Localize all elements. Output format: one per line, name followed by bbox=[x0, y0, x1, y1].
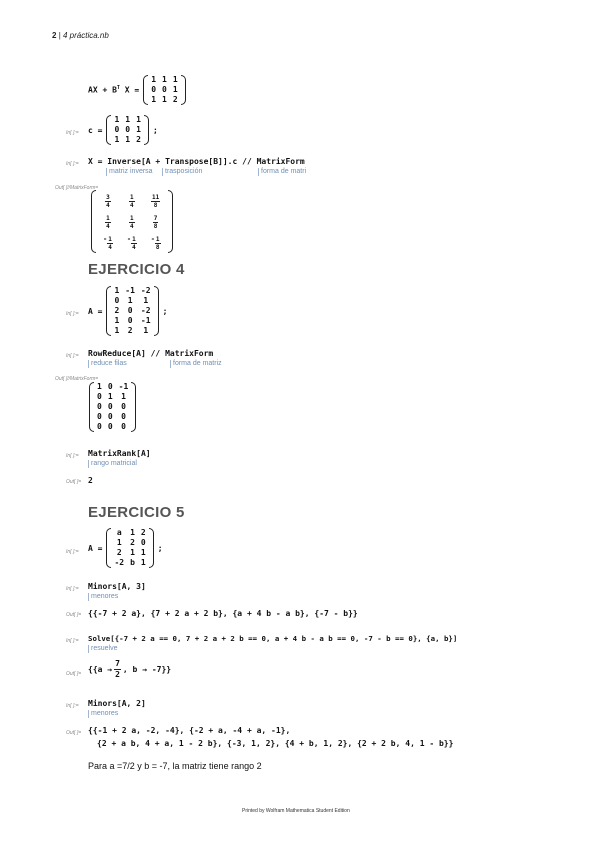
matrix-cell: 1 bbox=[140, 558, 146, 567]
footer-text: Printed by Wolfram Mathematica Student Edition bbox=[242, 808, 350, 814]
cell-a5[interactable] bbox=[88, 528, 163, 568]
matrix-cell: 1 bbox=[151, 75, 157, 84]
input-label: In[ ]:= bbox=[66, 453, 79, 459]
rref-matrix bbox=[89, 382, 136, 432]
matrix-cell: 0 bbox=[127, 316, 133, 325]
cell-a4[interactable] bbox=[88, 286, 167, 336]
minors2-result-line1: {{-1 + 2 a, -2, -4}, {-2 + a, -4 + a, -1}, bbox=[88, 726, 291, 735]
fraction-numerator: 1 bbox=[129, 194, 134, 201]
matrix-cell: 0 bbox=[140, 538, 146, 547]
matrix-row bbox=[94, 392, 131, 402]
cell-solve-code[interactable]: Solve[{-7 + 2 a == 0, 7 + 2 a + 2 b == 0, a + 4 b - a b == 0, -7 - b == 0}, {a, b}] bbox=[88, 634, 458, 643]
matrix-cell: 1 bbox=[114, 135, 120, 144]
matrix-cell: 0 bbox=[127, 306, 133, 315]
matrix-cell: 0 bbox=[114, 296, 120, 305]
output-label: Out[ ]= bbox=[66, 730, 82, 736]
matrix-cell: 2 bbox=[116, 548, 122, 557]
matrix-cell: 1 bbox=[162, 95, 167, 104]
a4-matrix bbox=[106, 286, 158, 336]
solve-result-post: , b → -7}} bbox=[122, 665, 172, 674]
hint-minors: menores bbox=[88, 593, 118, 601]
matrix-cell: -1 bbox=[118, 382, 129, 391]
output-matrixform-label: Out[ ]//MatrixForm= bbox=[55, 376, 99, 382]
matrix-cell: 0 bbox=[162, 85, 167, 94]
matrix-cell: 1 bbox=[130, 528, 135, 537]
minors3-result: {{-7 + 2 a}, {7 + 2 a + 2 b}, {a + 4 b - a b}, {-7 - b}} bbox=[88, 609, 358, 618]
output-label: Out[ ]= bbox=[66, 479, 82, 485]
matrix-cell: 0 bbox=[97, 392, 102, 401]
hint-rowreduce: reduce filas bbox=[88, 360, 127, 368]
fraction bbox=[151, 194, 160, 209]
minus-sign: - bbox=[103, 235, 108, 243]
cell-x-code[interactable]: X = Inverse[A + Transpose[B]].c // MatrixForm bbox=[88, 157, 305, 166]
output-x bbox=[91, 190, 173, 253]
matrix-cell: 2 bbox=[136, 135, 141, 144]
fraction-denominator: 8 bbox=[153, 202, 158, 209]
matrix-row bbox=[111, 115, 143, 125]
matrix-row bbox=[111, 558, 148, 568]
matrix-cell: 0 bbox=[121, 412, 126, 421]
matrix-cell: 2 bbox=[130, 538, 135, 547]
matrix-row bbox=[96, 211, 168, 232]
matrix-cell: 1 bbox=[125, 115, 131, 124]
matrix-row bbox=[111, 538, 148, 548]
a5-matrix bbox=[106, 528, 153, 568]
input-label: In[ ]:= bbox=[66, 161, 79, 167]
matrix-row bbox=[148, 85, 180, 95]
hint-inverse: matriz inversa bbox=[106, 168, 153, 176]
matrix-cell: 1 bbox=[125, 135, 131, 144]
matrix-cell: 2 bbox=[127, 326, 133, 335]
matrix-cell bbox=[96, 232, 120, 253]
matrix-row bbox=[94, 402, 131, 412]
matrix-row bbox=[111, 548, 148, 558]
matrix-cell: 1 bbox=[107, 392, 113, 401]
matrix-cell: 1 bbox=[151, 95, 157, 104]
matrix-cell: 0 bbox=[107, 422, 113, 431]
output-matrixform-label: Out[ ]//MatrixForm= bbox=[55, 185, 99, 191]
matrix-cell: 1 bbox=[114, 316, 120, 325]
matrix-cell: 0 bbox=[125, 125, 131, 134]
minus-sign: - bbox=[126, 235, 132, 243]
matrix-cell: 2 bbox=[140, 528, 146, 537]
matrix-cell: 0 bbox=[114, 125, 120, 134]
matrix-cell: 1 bbox=[172, 75, 178, 84]
matrix-cell bbox=[144, 211, 168, 232]
input-label: In[ ]:= bbox=[66, 549, 79, 555]
cell-c-lhs: c = bbox=[88, 125, 103, 135]
matrix-cell: 0 bbox=[121, 422, 126, 431]
matrix-cell: 0 bbox=[107, 382, 113, 391]
matrix-row bbox=[111, 316, 153, 326]
matrix-row bbox=[94, 412, 131, 422]
section-title-ejercicio-5: EJERCICIO 5 bbox=[88, 504, 185, 521]
matrix-cell: 1 bbox=[143, 326, 149, 335]
matrix-cell: 0 bbox=[107, 412, 113, 421]
fraction bbox=[105, 194, 111, 209]
rank-result: 2 bbox=[88, 476, 93, 485]
matrix-cell bbox=[120, 211, 144, 232]
conclusion-text: Para a =7/2 y b = -7, la matriz tiene rango 2 bbox=[88, 761, 262, 771]
fraction-denominator: 4 bbox=[132, 244, 136, 251]
matrix-cell: 0 bbox=[151, 85, 157, 94]
fraction-denominator: 4 bbox=[108, 244, 112, 251]
matrix-row bbox=[148, 95, 180, 105]
matrix-row bbox=[94, 382, 131, 392]
matrix-cell bbox=[144, 232, 168, 253]
page-header bbox=[52, 31, 109, 40]
hint-solve: resuelve bbox=[88, 645, 117, 653]
cell-minors2-code[interactable]: Minors[A, 2] bbox=[88, 699, 146, 708]
matrix-cell: 1 bbox=[114, 286, 120, 295]
cell-a5-lhs: A = bbox=[88, 543, 103, 553]
matrix-row bbox=[96, 232, 168, 253]
input-label: In[ ]:= bbox=[66, 703, 79, 709]
matrix-cell: 0 bbox=[97, 422, 102, 431]
hint-matrixrank: rango matricial bbox=[88, 460, 137, 468]
matrix-cell: 1 bbox=[162, 75, 167, 84]
matrix-row bbox=[111, 306, 153, 316]
fraction-numerator: 1 bbox=[129, 215, 134, 222]
matrix-row bbox=[111, 286, 153, 296]
cell-a4-end: ; bbox=[162, 306, 168, 316]
matrix-cell: -2 bbox=[114, 558, 125, 567]
matrix-cell: 0 bbox=[97, 412, 102, 421]
input-label: In[ ]:= bbox=[66, 586, 79, 592]
matrix-cell: -2 bbox=[140, 286, 151, 295]
matrix-cell bbox=[144, 190, 168, 211]
matrix-row bbox=[94, 422, 131, 432]
cell-a4-lhs: A = bbox=[88, 306, 103, 316]
cell-minors3-code[interactable]: Minors[A, 3] bbox=[88, 582, 146, 591]
input-label: In[ ]:= bbox=[66, 353, 79, 359]
matrix-row bbox=[111, 326, 153, 336]
cell-a5-end: ; bbox=[157, 543, 163, 553]
cell-rank-code[interactable]: MatrixRank[A] bbox=[88, 449, 151, 458]
minus-sign: - bbox=[150, 235, 155, 243]
fraction-numerator: 1 bbox=[108, 236, 112, 243]
hint-transpose: trasposición bbox=[162, 168, 202, 176]
matrix-cell: 1 bbox=[130, 548, 135, 557]
matrix-cell bbox=[120, 232, 144, 253]
hint-minors: menores bbox=[88, 710, 118, 718]
page-number: 2 bbox=[52, 31, 57, 40]
matrix-cell: 1 bbox=[136, 125, 141, 134]
matrix-cell: 1 bbox=[114, 115, 120, 124]
cell-rref-code[interactable]: RowReduce[A] // MatrixForm bbox=[88, 349, 214, 358]
minors2-result-line2: {2 + a b, 4 + a, 1 - 2 b}, {-3, 1, 2}, {4 + b, 1, 2}, {2 + 2 b, 4, 1 - b}} bbox=[97, 739, 454, 748]
cell-c-end: ; bbox=[152, 125, 158, 135]
fraction-numerator: 11 bbox=[151, 194, 160, 201]
fraction-denominator: 4 bbox=[106, 202, 110, 209]
fraction bbox=[129, 215, 135, 230]
fraction-denominator: 4 bbox=[106, 223, 110, 230]
x-result-matrix bbox=[91, 190, 173, 253]
matrix-row bbox=[111, 296, 153, 306]
matrix-cell: 0 bbox=[107, 402, 113, 411]
matrix-cell: 1 bbox=[116, 538, 122, 547]
fraction bbox=[105, 215, 111, 230]
matrix-cell bbox=[96, 211, 120, 232]
hint-matrixform: forma de matriz bbox=[170, 360, 222, 368]
fraction-numerator: 1 bbox=[106, 215, 110, 222]
output-label: Out[ ]= bbox=[66, 671, 82, 677]
eq-matrix bbox=[143, 75, 185, 105]
matrix-cell: 1 bbox=[114, 326, 120, 335]
section-title-ejercicio-4: EJERCICIO 4 bbox=[88, 261, 185, 278]
solve-result-pre: {{a → bbox=[88, 665, 113, 674]
hint-matrixform: forma de matri bbox=[258, 168, 306, 176]
input-label: In[ ]:= bbox=[66, 638, 79, 644]
fraction-numerator: 7 bbox=[153, 215, 158, 222]
fraction bbox=[107, 236, 113, 251]
fraction-numerator: 3 bbox=[106, 194, 110, 201]
matrix-cell: 1 bbox=[136, 115, 141, 124]
matrix-cell: b bbox=[130, 558, 135, 567]
fraction-denominator: 8 bbox=[153, 223, 158, 230]
output-label: Out[ ]= bbox=[66, 612, 82, 618]
fraction-denominator: 2 bbox=[115, 670, 120, 679]
equation-display bbox=[88, 75, 186, 105]
fraction bbox=[155, 236, 161, 251]
matrix-cell bbox=[96, 190, 120, 211]
matrix-row bbox=[111, 135, 143, 145]
matrix-cell: -1 bbox=[125, 286, 135, 295]
output-rref bbox=[89, 382, 136, 432]
fraction bbox=[131, 236, 137, 251]
matrix-row bbox=[96, 190, 168, 211]
cell-c[interactable] bbox=[88, 115, 158, 145]
solve-result bbox=[88, 659, 171, 680]
c-matrix bbox=[106, 115, 148, 145]
matrix-cell bbox=[120, 190, 144, 211]
matrix-row bbox=[111, 528, 148, 538]
fraction bbox=[129, 194, 135, 209]
fraction-numerator: 1 bbox=[155, 236, 160, 243]
solve-fraction bbox=[114, 659, 121, 680]
fraction-denominator: 4 bbox=[129, 223, 134, 230]
matrix-row bbox=[111, 125, 143, 135]
matrix-cell: 2 bbox=[172, 95, 178, 104]
input-label: In[ ]:= bbox=[66, 130, 79, 136]
matrix-cell: 1 bbox=[140, 548, 146, 557]
input-label: In[ ]:= bbox=[66, 311, 79, 317]
fraction-denominator: 8 bbox=[155, 244, 160, 251]
fraction bbox=[153, 215, 159, 230]
matrix-cell: 1 bbox=[172, 85, 178, 94]
file-name: 4 práctica.nb bbox=[63, 31, 109, 40]
fraction-denominator: 4 bbox=[129, 202, 134, 209]
matrix-cell: 1 bbox=[143, 296, 149, 305]
matrix-cell: -1 bbox=[140, 316, 151, 325]
matrix-cell: 1 bbox=[127, 296, 133, 305]
matrix-cell: 1 bbox=[97, 382, 102, 391]
matrix-cell: a bbox=[116, 528, 122, 537]
eq-left: AX + $B^T$ X = bbox=[88, 85, 140, 95]
header-separator: | bbox=[58, 31, 61, 40]
matrix-cell: 2 bbox=[114, 306, 120, 315]
matrix-cell: 0 bbox=[97, 402, 102, 411]
fraction-numerator: 7 bbox=[115, 659, 120, 668]
matrix-cell: 0 bbox=[121, 402, 126, 411]
matrix-row bbox=[148, 75, 180, 85]
matrix-cell: -2 bbox=[140, 306, 151, 315]
fraction-numerator: 1 bbox=[132, 236, 136, 243]
matrix-cell: 1 bbox=[121, 392, 126, 401]
